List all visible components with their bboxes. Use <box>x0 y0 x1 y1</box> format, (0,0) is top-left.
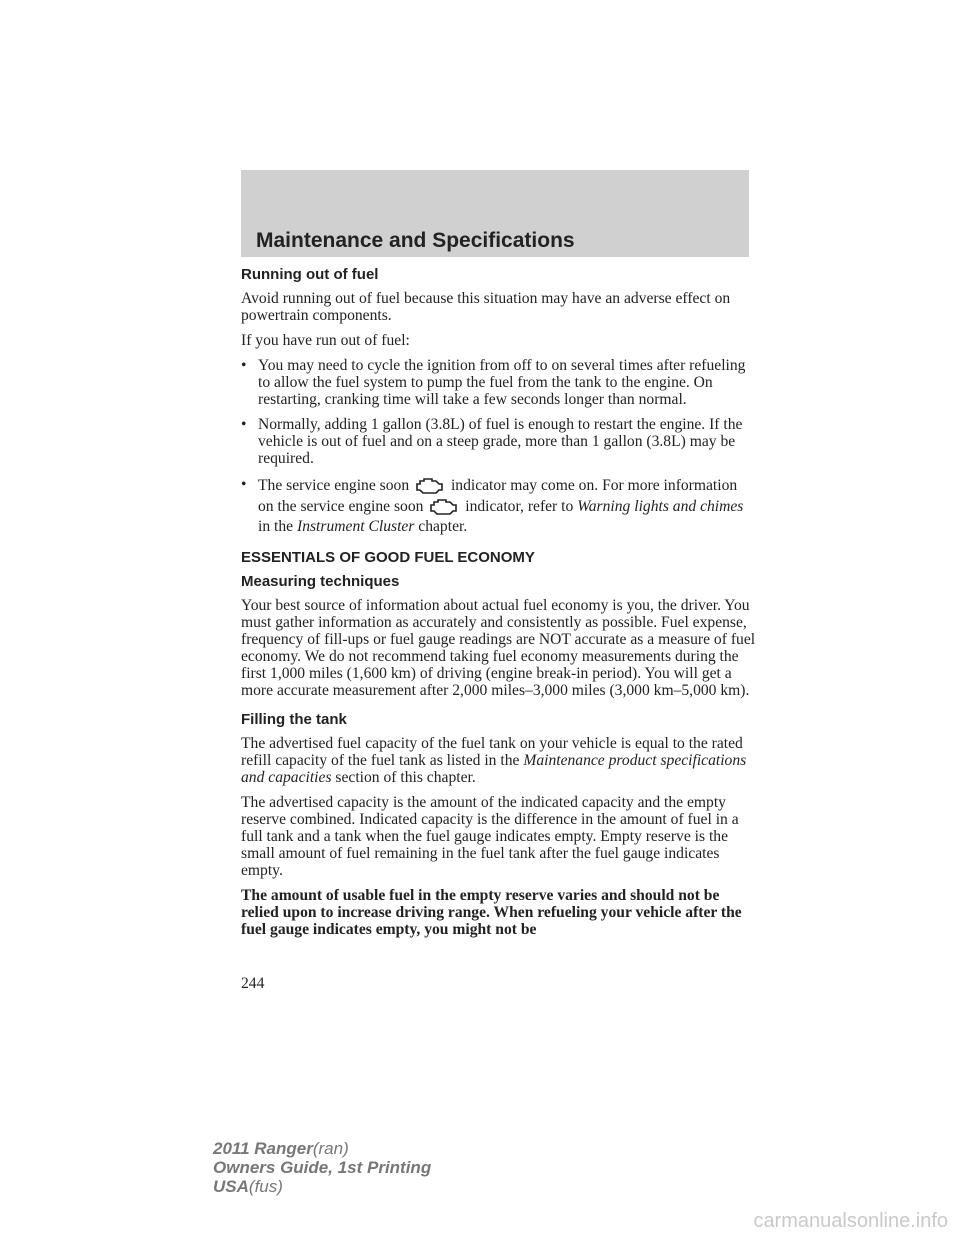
section-title: Maintenance and Specifications <box>256 229 575 252</box>
running-out-heading: Running out of fuel <box>241 266 379 283</box>
filling-p1-text: The advertised fuel capacity of the fuel tank on your vehicle is equal to the rated refill capacity of the fuel tank as listed in the <box>241 735 743 769</box>
filling-p1-text-end: section of this chapter. <box>335 769 476 786</box>
bullet-item <box>241 416 756 467</box>
filling-heading: Filling the tank <box>241 711 347 728</box>
bullet-mark: • <box>241 476 247 493</box>
running-out-lead: If you have run out of fuel: <box>241 332 410 349</box>
service-engine-soon-icon <box>427 496 461 516</box>
running-out-bullets <box>241 357 756 537</box>
bullet-mark: • <box>241 357 247 374</box>
bullet-text-part3: indicator, refer to <box>465 498 574 515</box>
filling-paragraph-1 <box>241 735 756 786</box>
page-content <box>241 266 756 946</box>
capacities-reference: Maintenance product specifications and capacities <box>241 752 747 786</box>
bullet-text-part4: in the <box>258 518 294 535</box>
filling-paragraph-2: The advertised capacity is the amount of the indicated capacity and the empty reserve combined. Indicated capacity is the difference in the amount of fuel in a full tank and a tank when the fuel gauge indicates empty. Empty reserve is the small amount of fuel remaining in the fuel tank after the fuel gauge indicates empty. <box>241 794 739 879</box>
running-out-intro: Avoid running out of fuel because this situation may have an adverse effect on powertrain components. <box>241 290 731 324</box>
measuring-heading: Measuring techniques <box>241 573 400 590</box>
footer-line-3 <box>213 1177 431 1196</box>
warning-lights-reference: Warning lights and chimes <box>577 498 744 515</box>
instrument-cluster-reference: Instrument Cluster <box>297 518 415 535</box>
filling-paragraph-3: The amount of usable fuel in the empty reserve varies and should not be relied upon to increase driving range. When refueling your vehicle after the fuel gauge indicates empty, you might not be <box>241 887 742 938</box>
bullet-text: You may need to cycle the ignition from off to on several times after refueling to allow the fuel system to pump the fuel from the tank to the engine. On restarting, cranking time will take a few seconds longer than normal. <box>258 357 746 408</box>
bullet-text-part5: chapter. <box>418 518 468 535</box>
footer-line-2: Owners Guide, 1st Printing <box>213 1158 432 1177</box>
footer-model: 2011 Ranger <box>213 1139 313 1158</box>
service-engine-soon-icon <box>413 475 447 495</box>
bullet-text-part2: indicator may come on. For more information on the service engine soon <box>258 477 738 515</box>
footer-model-code: (ran) <box>312 1139 349 1158</box>
footer-line-1 <box>213 1139 431 1158</box>
bullet-item <box>241 357 756 408</box>
bullet-mark: • <box>241 416 247 433</box>
bullet-item <box>241 475 756 537</box>
page-number: 244 <box>241 975 265 992</box>
essentials-heading: ESSENTIALS OF GOOD FUEL ECONOMY <box>241 549 535 566</box>
bullet-text-part1: The service engine soon <box>258 477 410 494</box>
footer-region-code: (fus) <box>248 1177 283 1196</box>
bullet-text: Normally, adding 1 gallon (3.8L) of fuel is enough to restart the engine. If the vehicle is out of fuel and on a steep grade, more than 1 gallon (3.8L) may be required. <box>258 416 743 467</box>
print-footer <box>213 1139 431 1196</box>
measuring-text: Your best source of information about actual fuel economy is you, the driver. You must gather information as accurately and consistently as possible. Fuel expense, frequency of fill-ups or fuel gauge readings are NOT accurate as a measure of fuel economy. We do not recommend taking fuel economy measurements during the first 1,000 miles (1,600 km) of driving (engine break-in period). You will get a more accurate measurement after 2,000 miles–3,000 miles (3,000 km–5,000 km). <box>241 597 756 699</box>
footer-region: USA <box>213 1177 249 1196</box>
watermark: carmanualsonline.info <box>753 1210 948 1232</box>
